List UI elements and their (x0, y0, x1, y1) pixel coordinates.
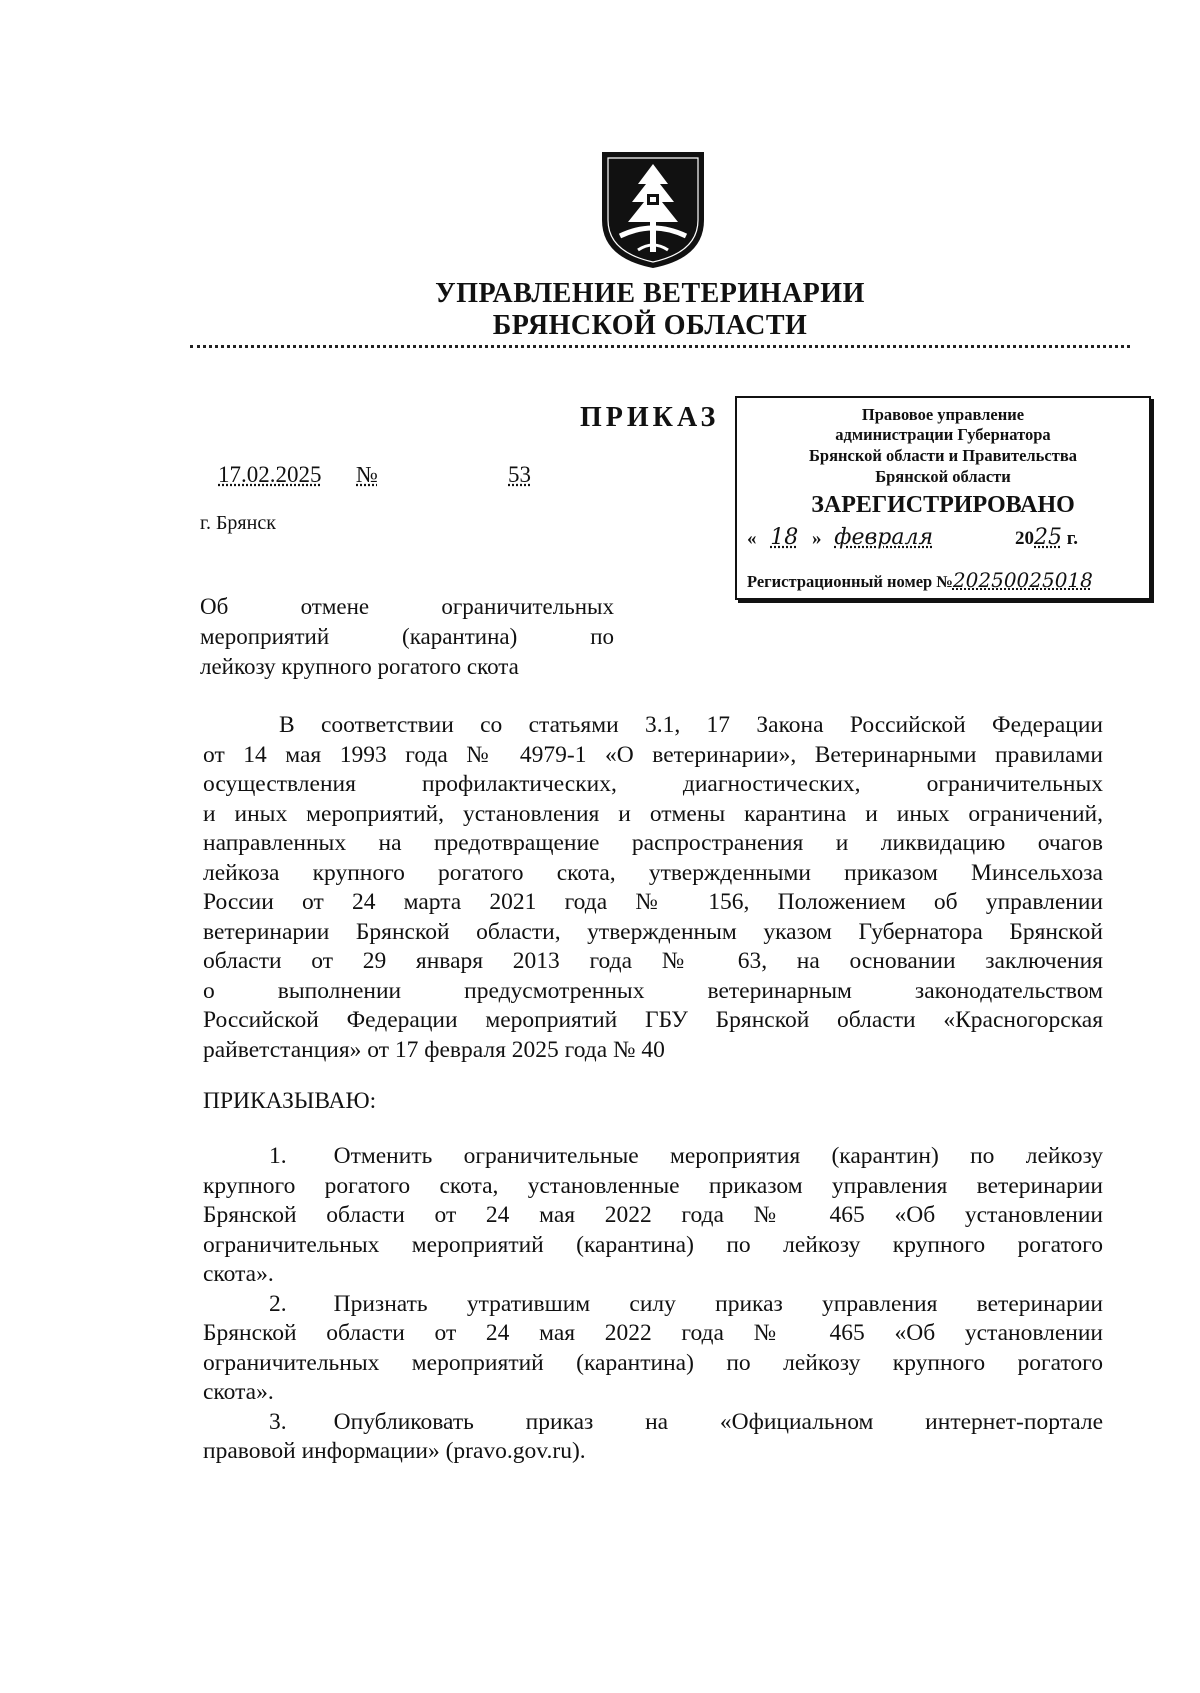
stamp-reg-label: Регистрационный номер № (747, 572, 953, 591)
document-city: г. Брянск (200, 512, 276, 534)
stamp-status: ЗАРЕГИСТРИРОВАНО (811, 492, 1075, 518)
stamp-line1: Правовое управление (861, 405, 1025, 424)
preamble-line: России от 24 марта 2021 года № 156, Положением об управлении (203, 889, 1103, 915)
stamp-line2: администрации Губернатора (835, 425, 1051, 444)
item-1-line: Брянской области от 24 мая 2022 года № 465 «Об установлении (203, 1202, 1103, 1228)
item-1-line: 1. Отменить ограничительные мероприятия (карантин) по лейкозу (269, 1143, 1103, 1169)
stamp-year-suffix: 25 (1034, 525, 1062, 550)
stamp-year-prefix: 20 (1015, 528, 1034, 549)
stamp-line3: Брянской области и Правительства (809, 446, 1077, 465)
subject-line2: мероприятий (карантина) по (200, 624, 614, 649)
item-1-line: крупного рогатого скота, установленные приказом управления ветеринарии (203, 1172, 1103, 1199)
preamble-line: Российской Федерации мероприятий ГБУ Брянской области «Красногорская (203, 1007, 1103, 1033)
stamp-date (747, 525, 1078, 550)
preamble (203, 711, 1103, 1065)
item-2-line: скота». (203, 1379, 274, 1405)
stamp-quote-close: » (812, 528, 822, 549)
item-2-line: 2. Признать утратившим силу приказ управления ветеринарии (269, 1290, 1103, 1317)
preamble-line: о выполнении предусмотренных ветеринарным законодательством (203, 977, 1103, 1004)
order-items (203, 1142, 1103, 1467)
preamble-line: области от 29 января 2013 года № 63, на основании заключения (203, 948, 1103, 974)
document-number: 53 (508, 462, 531, 487)
bryansk-coat-of-arms-icon (598, 150, 708, 270)
preamble-line: от 14 мая 1993 года № 4979-1 «О ветеринарии», Ветеринарными правилами (203, 741, 1103, 768)
preamble-line: лейкоза крупного рогатого скота, утвержденными приказом Минсельхоза (203, 859, 1103, 886)
stamp-line4: Брянской области (875, 467, 1011, 486)
number-label: № (356, 462, 378, 487)
item-2-line: ограничительных мероприятий (карантина) по лейкозу крупного рогатого (203, 1349, 1103, 1376)
item-1-line: скота». (203, 1261, 274, 1287)
item-1-line: ограничительных мероприятий (карантина) по лейкозу крупного рогатого (203, 1231, 1103, 1258)
organization-name-line1: УПРАВЛЕНИЕ ВЕТЕРИНАРИИ (435, 278, 865, 309)
subject-line3: лейкозу крупного рогатого скота (200, 654, 519, 679)
stamp-month: февраля (834, 525, 934, 550)
stamp-registration (747, 568, 1093, 592)
registration-stamp (735, 396, 1151, 600)
item-3-line: правовой информации» (pravo.gov.ru). (203, 1438, 586, 1464)
preamble-line: ветеринарии Брянской области, утвержденным указом Губернатора Брянской (203, 918, 1103, 945)
stamp-year-unit: г. (1066, 528, 1078, 549)
preamble-line: В соответствии со статьями 3.1, 17 Закона Российской Федерации (279, 712, 1103, 738)
preamble-line: направленных на предотвращение распространения и ликвидацию очагов (203, 830, 1103, 856)
subject-line1: Об отмене ограничительных (200, 594, 614, 619)
document-subject (200, 592, 614, 682)
stamp-reg-number: 20250025018 (952, 568, 1093, 592)
item-3-line: 3. Опубликовать приказ на «Официальном интернет-портале (269, 1408, 1103, 1435)
preamble-line: и иных мероприятий, установления и отмены карантина и иных ограничений, (203, 800, 1103, 827)
header-divider (190, 345, 1130, 348)
preamble-line: райветстанция» от 17 февраля 2025 года № 40 (203, 1036, 665, 1063)
document-type: ПРИКАЗ (580, 402, 720, 433)
organization-name-line2: БРЯНСКОЙ ОБЛАСТИ (492, 310, 808, 341)
preamble-line: осуществления профилактических, диагностических, ограничительных (203, 771, 1103, 797)
stamp-quote-open: « (747, 528, 757, 549)
stamp-day: 18 (770, 525, 799, 550)
item-2-line: Брянской области от 24 мая 2022 года № 465 «Об установлении (203, 1320, 1103, 1346)
document-date: 17.02.2025 (218, 462, 322, 487)
order-word: ПРИКАЗЫВАЮ: (203, 1088, 377, 1114)
